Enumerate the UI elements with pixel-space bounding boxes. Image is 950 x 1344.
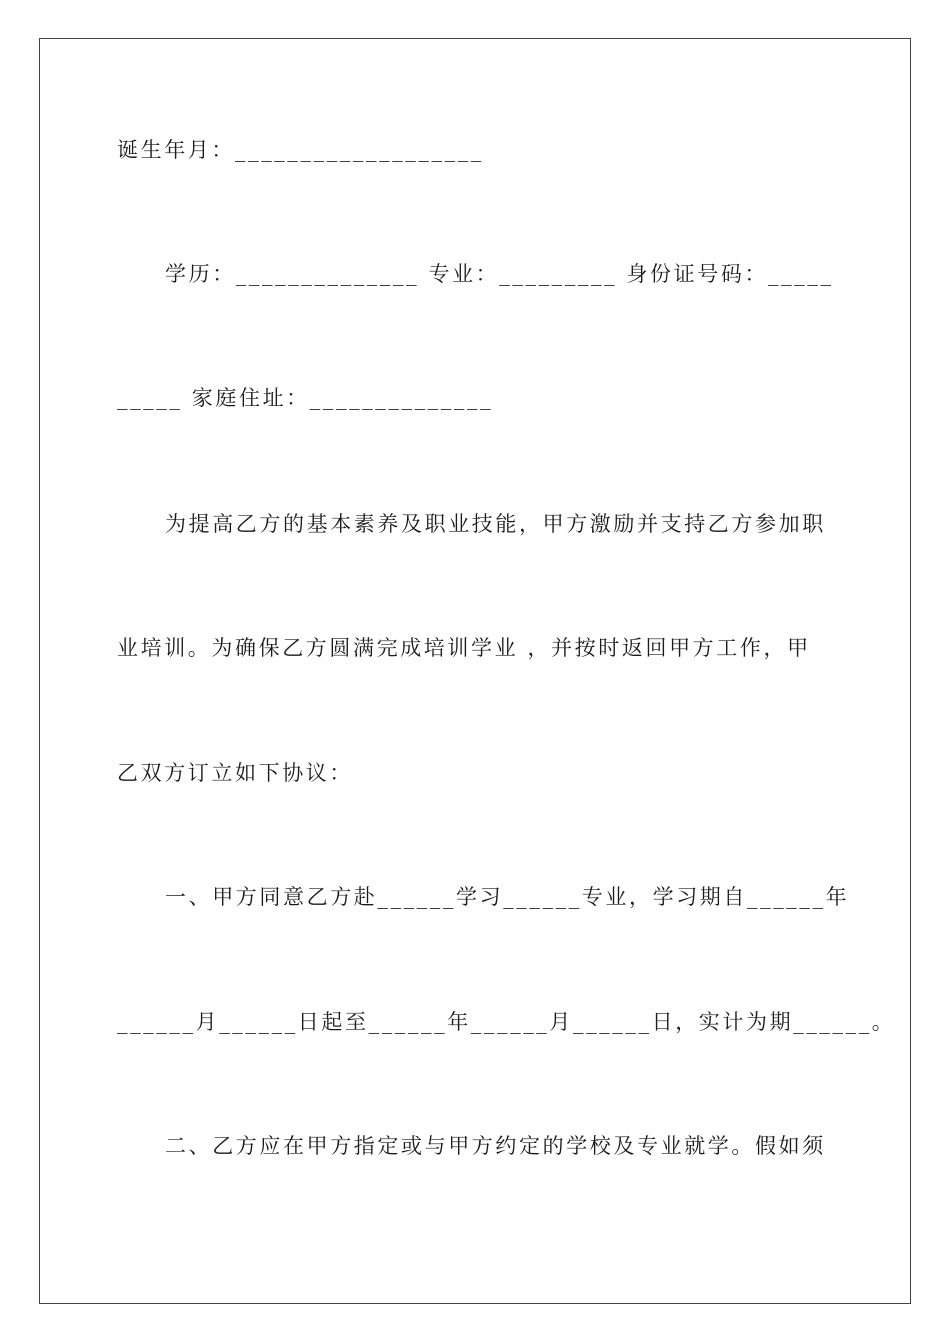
home-address-line: _____ 家庭住址：______________ (117, 386, 494, 410)
clause-one-line-1: 一、甲方同意乙方赴______学习______专业，学习期自______年 (165, 885, 850, 909)
clause-one-line-2: ______月______日起至______年______月______日，实计为期______。 (117, 1010, 896, 1034)
clause-two-line-1: 二、乙方应在甲方指定或与甲方约定的学校及专业就学。假如须 (165, 1134, 826, 1158)
education-major-id-line: 学历：______________ 专业：_________ 身份证号码：_____ (165, 262, 834, 286)
page-border (39, 38, 911, 1304)
paragraph-intro-line-2: 业培训。为确保乙方圆满完成培训学业 ，并按时返回甲方工作，甲 (117, 636, 811, 660)
paragraph-intro-line-1: 为提高乙方的基本素养及职业技能，甲方激励并支持乙方参加职 (165, 512, 826, 536)
paragraph-intro-line-3: 乙双方订立如下协议： (117, 761, 353, 785)
birth-date-line: 诞生年月：___________________ (117, 138, 484, 162)
